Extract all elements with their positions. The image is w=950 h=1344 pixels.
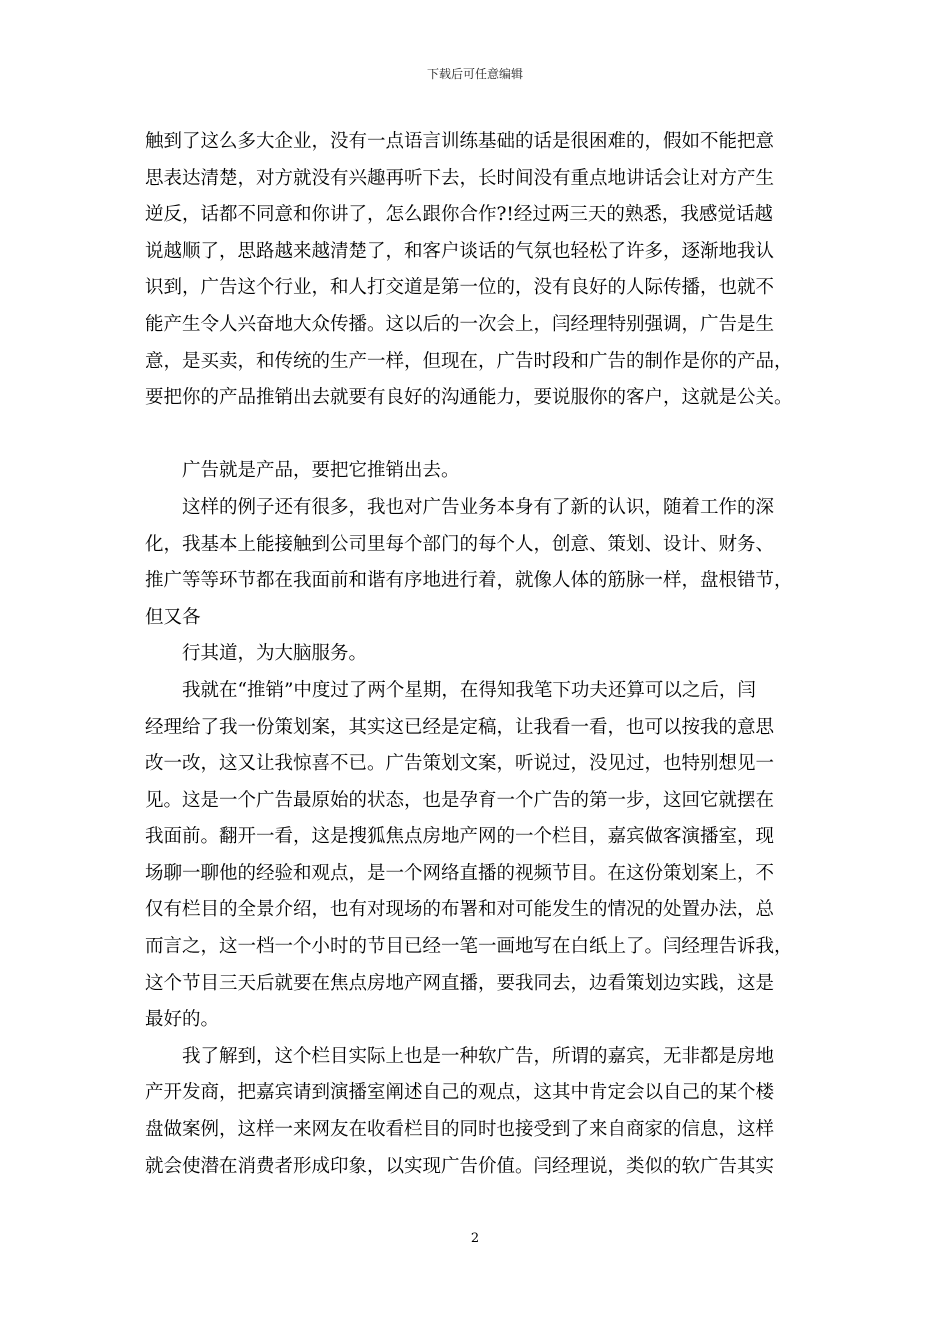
- paragraph-6: [145, 1039, 809, 1185]
- text-line: 识到，广告这个行业，和人打交道是第一位的，没有良好的人际传播，也就不: [145, 277, 775, 299]
- paragraph-5: [145, 673, 809, 1039]
- text-line: 仅有栏目的全景介绍，也有对现场的布署和对可能发生的情况的处置办法，总: [145, 899, 775, 921]
- text-line: 场聊一聊他的经验和观点，是一个网络直播的视频节目。在这份策划案上，不: [145, 862, 775, 884]
- text-line: 化，我基本上能接触到公司里每个部门的每个人，创意、策划、设计、财务、: [145, 533, 775, 555]
- text-line: 说越顺了，思路越来越清楚了，和客户谈话的气氛也轻松了许多，逐渐地我认: [145, 240, 775, 262]
- text-line: 这个节目三天后就要在焦点房地产网直播，要我同去，边看策划边实践，这是: [145, 972, 775, 994]
- text-line: 就会使潜在消费者形成印象，以实现广告价值。闫经理说，类似的软广告其实: [145, 1155, 775, 1177]
- text-line: 我面前。翻开一看，这是搜狐焦点房地产网的一个栏目，嘉宾做客演播室，现: [145, 826, 775, 848]
- text-line: 逆反，话都不同意和你讲了，怎么跟你合作?!经过两三天的熟悉，我感觉话越: [145, 204, 773, 226]
- text-line: 触到了这么多大企业，没有一点语言训练基础的话是很困难的，假如不能把意: [145, 131, 775, 152]
- text-line: 我了解到，这个栏目实际上也是一种软广告，所谓的嘉宾，无非都是房地: [182, 1045, 775, 1067]
- text-line: 而言之，这一档一个小时的节目已经一笔一画地写在白纸上了。闫经理告诉我，: [145, 936, 793, 958]
- text-line: 见。这是一个广告最原始的状态，也是孕育一个广告的第一步，这回它就摆在: [145, 789, 775, 811]
- text-line: 能产生令人兴奋地大众传播。这以后的一次会上，闫经理特别强调，广告是生: [145, 313, 775, 335]
- text-line: 思表达清楚，对方就没有兴趣再听下去，长时间没有重点地讲话会让对方产生: [145, 167, 775, 189]
- text-line: 广告就是产品，要把它推销出去。: [182, 460, 460, 482]
- text-line: 但又各: [145, 606, 201, 628]
- text-line: 要把你的产品推销出去就要有良好的沟通能力，要说服你的客户，这就是公关。: [145, 387, 793, 409]
- text-line: 我就在“推销”中度过了两个星期，在得知我笔下功夫还算可以之后，闫: [182, 679, 756, 701]
- paragraph-spacer: [145, 417, 809, 454]
- text-line: 这样的例子还有很多，我也对广告业务本身有了新的认识，随着工作的深: [182, 496, 775, 518]
- paragraph-2: [145, 453, 809, 490]
- page-header: 下载后可任意编辑: [426, 67, 523, 81]
- paragraph-1: [145, 124, 809, 417]
- text-line: 意，是买卖，和传统的生产一样，但现在，广告时段和广告的制作是你的产品，: [145, 350, 793, 372]
- text-line: 行其道，为大脑服务。: [182, 643, 368, 665]
- paragraph-4: [145, 636, 809, 673]
- text-line: 最好的。: [145, 1009, 220, 1031]
- text-line: 改一改，这又让我惊喜不已。广告策划文案，听说过，没见过，也特别想见一: [145, 753, 775, 775]
- text-line: 产开发商，把嘉宾请到演播室阐述自己的观点，这其中肯定会以自己的某个楼: [145, 1082, 775, 1104]
- page-number: 2: [470, 1231, 480, 1246]
- text-line: 推广等等环节都在我面前和谐有序地进行着，就像人体的筋脉一样，盘根错节，: [145, 570, 793, 592]
- text-line: 盘做案例，这样一来网友在收看栏目的同时也接受到了来自商家的信息，这样: [145, 1119, 775, 1141]
- paragraph-3: [145, 490, 809, 636]
- document-body: [145, 124, 809, 1185]
- text-line: 经理给了我一份策划案，其实这已经是定稿，让我看一看，也可以按我的意思: [145, 716, 775, 738]
